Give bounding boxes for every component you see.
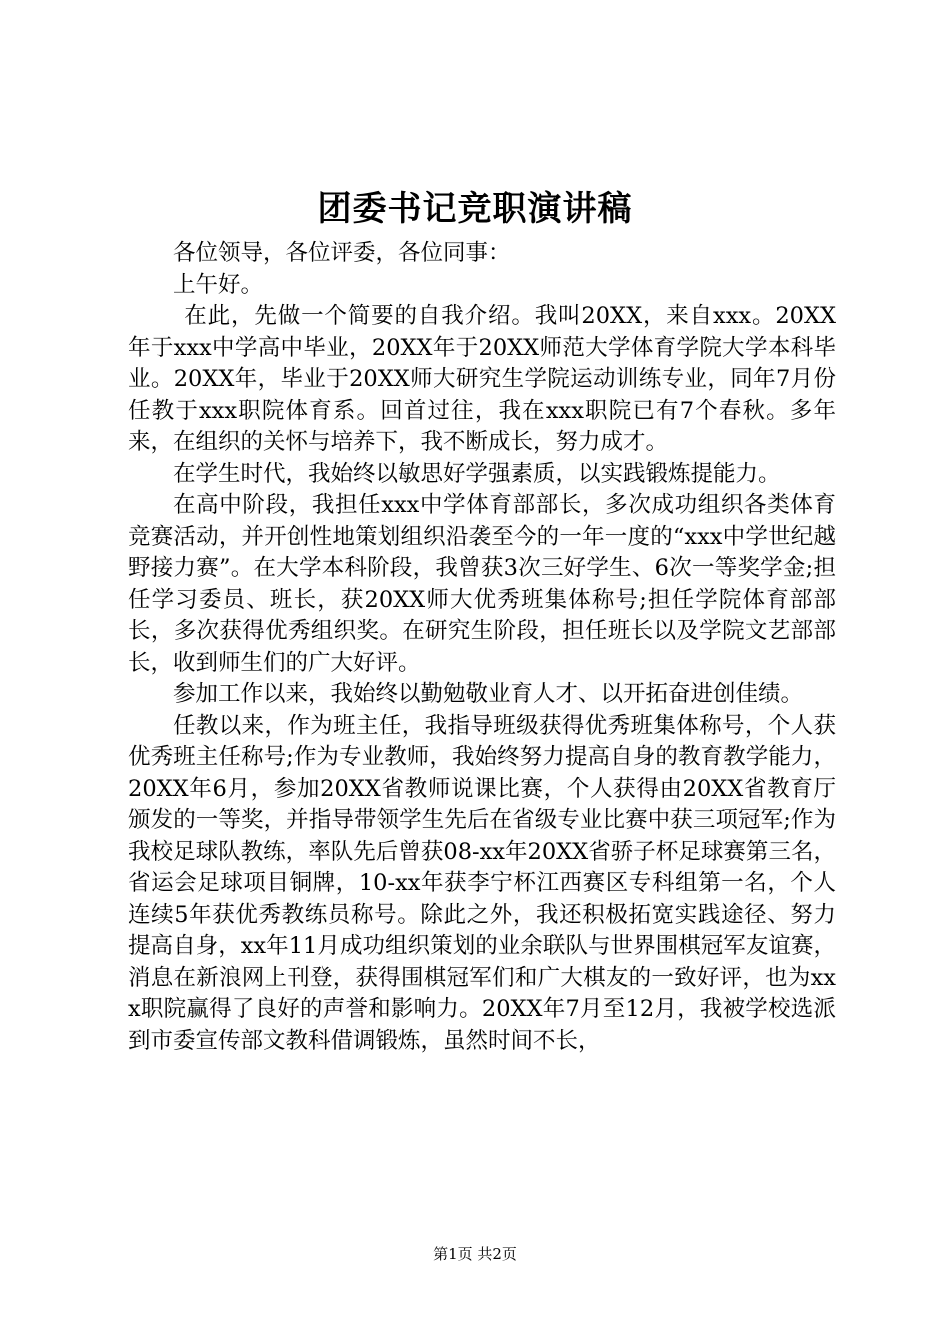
salutation-paragraph: 各位领导，各位评委，各位同事： (173, 240, 511, 266)
page-number-footer: 第1页 共2页 (433, 1245, 517, 1263)
greeting-paragraph: 上午好。 (173, 271, 264, 298)
document-title: 团委书记竞职演讲稿 (317, 189, 633, 229)
student-era-paragraph: 在学生时代，我始终以敏思好学强素质，以实践锻炼提能力。 (173, 460, 781, 487)
document-body (128, 238, 836, 1057)
work-summary-paragraph: 参加工作以来，我始终以勤勉敬业育人才、以开拓奋进创佳绩。 (173, 681, 804, 707)
teaching-achievements-paragraph: 任教以来，作为班主任，我指导班级获得优秀班集体称号，个人获优秀班主任称号;作为专业教师，我始终努力提高自身的教育教学能力，20XX年6月，参加20XX省教师说课比赛，个人获得由20XX省教育厅颁发的一等奖，并指导带领学生先后在省级专业比赛中获三项冠军;作为我校足球队教练，率队先后曾获08-xx年20XX省骄子杯足球赛第三名，省运会足球项目铜牌，10-xx年获李宁杯江西赛区专科组第一名，个人连续5年获优秀教练员称号。除此之外，我还积极拓宽实践途径、努力提高自身，xx年11月成功组织策划的业余联队与世界围棋冠军友谊赛，消息在新浪网上刊登，获得围棋冠军们和广大棋友的一致好评，也为xxx职院赢得了良好的声誉和影响力。20XX年7月至12月，我被学校选派到市委宣传部文教科借调锻炼，虽然时间不长， (128, 712, 836, 1054)
introduction-paragraph: 在此，先做一个简要的自我介绍。我叫20XX，来自xxx。20XX年于xxx中学高中毕业，20XX年于20XX师范大学体育学院大学本科毕业。20XX年，毕业于20XX师大研究生学院运动训练专业，同年7月份任教于xxx职院体育系。回首过往，我在xxx职院已有7个春秋。多年来，在组织的关怀与培养下，我不断成长，努力成才。 (128, 303, 836, 455)
school-stages-paragraph: 在高中阶段，我担任xxx中学体育部部长，多次成功组织各类体育竞赛活动，并开创性地策划组织沿袭至今的一年一度的“xxx中学世纪越野接力赛”。在大学本科阶段，我曾获3次三好学生、6次一等奖学金;担任学习委员、班长，获20XX师大优秀班集体称号;担任学院体育部部长，多次获得优秀组织奖。在研究生阶段，担任班长以及学院文艺部部长，收到师生们的广大好评。 (128, 492, 836, 676)
